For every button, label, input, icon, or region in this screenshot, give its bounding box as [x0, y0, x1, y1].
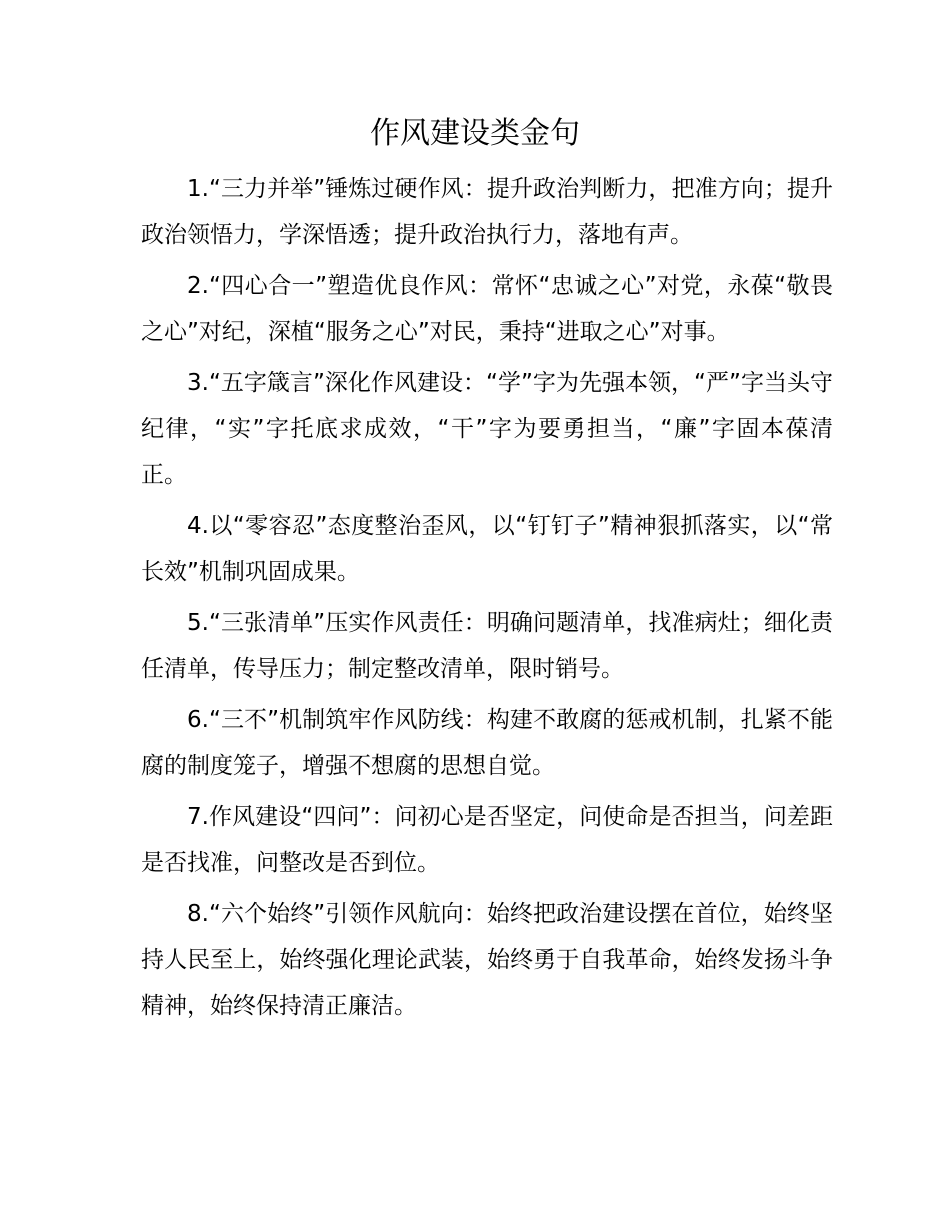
paragraph-2: 2.“四心合一”塑造优良作风：常怀“忠诚之心”对党，永葆“敬畏之心”对纪，深植“服务之心”对民，秉持“进取之心”对事。 [141, 273, 833, 345]
paragraph-3: 3.“五字箴言”深化作风建设：“学”字为先强本领，“严”字当头守纪律，“实”字托底求成效，“干”字为要勇担当，“廉”字固本葆清正。 [141, 370, 833, 488]
paragraph-8: 8.“六个始终”引领作风航向：始终把政治建设摆在首位，始终坚持人民至上，始终强化理论武装，始终勇于自我革命，始终发扬斗争精神，始终保持清正廉洁。 [141, 901, 833, 1019]
paragraph-7: 7.作风建设“四问”：问初心是否坚定，问使命是否担当，问差距是否找准，问整改是否到位。 [141, 804, 833, 876]
document-body [141, 166, 833, 1034]
paragraph-1: 1.“三力并举”锤炼过硬作风：提升政治判断力，把准方向；提升政治领悟力，学深悟透；提升政治执行力，落地有声。 [141, 176, 833, 248]
paragraph-4: 4.以“零容忍”态度整治歪风，以“钉钉子”精神狠抓落实，以“常长效”机制巩固成果。 [141, 513, 833, 585]
page-title: 作风建设类金句 [370, 116, 580, 151]
paragraph-5: 5.“三张清单”压实作风责任：明确问题清单，找准病灶；细化责任清单，传导压力；制定整改清单，限时销号。 [141, 610, 833, 682]
paragraph-6: 6.“三不”机制筑牢作风防线：构建不敢腐的惩戒机制，扎紧不能腐的制度笼子，增强不想腐的思想自觉。 [141, 707, 833, 779]
